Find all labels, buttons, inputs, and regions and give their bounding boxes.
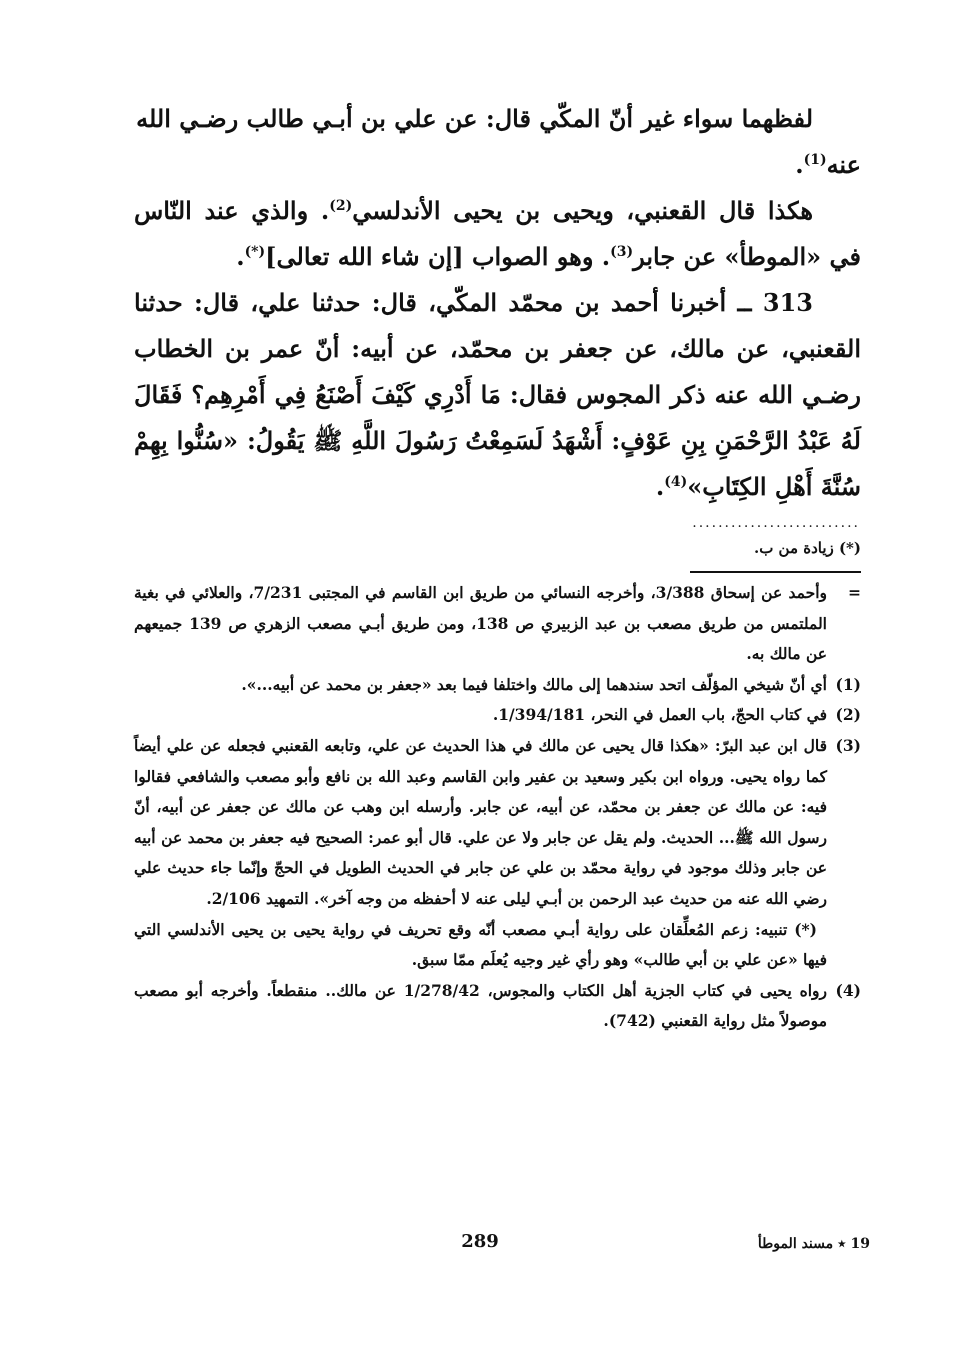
footnote-ref-star: (*) <box>244 244 266 260</box>
paragraph-2-part-a: هكذا قال القعنبي، ويحيى بن يحيى الأندلسي <box>352 196 814 225</box>
main-text <box>134 96 861 510</box>
hadith-number: 313 <box>762 288 814 317</box>
footnote-ref-4: (4) <box>664 474 688 490</box>
footnote-3 <box>134 731 861 976</box>
hadith-313 <box>134 280 861 510</box>
signature-mark: 19 ٭ مسند الموطأ <box>757 1236 870 1252</box>
punctuation: . <box>655 472 665 501</box>
footnote-continuation <box>134 578 861 670</box>
hadith-isnad: ــ أخبرنا أحمد بن محمّد المكّي، قال: حدثنا علي، قال: حدثنا القعنبي، عن مالك، عن جعفر بن محمّد، عن أبيه: أنّ عمر بن الخطاب رضـي الله عنه ذكر المجوس فقال: <box>134 288 861 409</box>
punctuation: . <box>236 242 245 271</box>
footnote-rule <box>690 571 861 573</box>
main-line-2-text: عنه <box>826 150 861 179</box>
footnote-4-mark: (4) <box>835 980 861 1000</box>
continuation-text: وأحمد عن إسحاق 3/388، وأخرجه النسائي من طريق ابن القاسم في المجتبى 7/231، والعلائي في بغية الملتمس من طريق مصعب بن عبد الزبيري ص 138، ومن طريق أبـي مصعب الزهري ص 139 جميعهم عن مالك به. <box>134 583 827 664</box>
tanbih-note: (*) تنبيه: زعم المُعلِّقان على رواية أبـي مصعب أنّه وقع تحريف في رواية يحيى بن يحيى الأندلسي التي فيها «عن علي بن أبي طالب» وهو رأي غير وجيه يُعلَم ممّا سبق. <box>134 919 827 970</box>
footnote-3-mark: (3) <box>835 735 861 755</box>
page-number: 289 <box>461 1231 499 1252</box>
main-paragraph-2 <box>134 188 861 280</box>
continuation-mark: = <box>848 583 861 602</box>
footnote-2-text: في كتاب الحجّ، باب العمل في النحر، 1/394/181. <box>492 705 827 725</box>
footnote-4 <box>134 976 861 1037</box>
star-note: (*) زيادة من ب. <box>753 539 861 557</box>
footnote-4-text: رواه يحيى في كتاب الجزية أهل الكتاب والمجوس، 1/278/42 عن مالك.. منقطعاً. وأخرجه أبو مصعب موصولاً مثل رواية القعنبي (742). <box>134 980 827 1031</box>
footnote-2-mark: (2) <box>835 705 861 725</box>
footnote-ref-2: (2) <box>329 198 353 214</box>
footnote-1-text: أي أنّ شيخي المؤلّف اتحد سندهما إلى مالك واختلفا فيما بعد «جعفر بن محمد عن أبيه...». <box>241 674 827 694</box>
main-line-2 <box>134 142 861 188</box>
dotted-separator: .......................... <box>692 515 860 531</box>
punctuation: . <box>795 150 804 179</box>
footnote-ref-1: (1) <box>803 152 827 168</box>
footnote-1-mark: (1) <box>835 674 861 694</box>
paragraph-2-part-b: . والذي عند النّاس في «الموطأ» عن جابر <box>134 196 861 271</box>
footnotes <box>134 578 861 1037</box>
paragraph-2-part-c: . وهو الصواب [إن شاء الله تعالى] <box>265 242 611 271</box>
hadith-matn: مَا أَدْرِي كَيْفَ أَصْنَعُ فِي أَمْرِهِم؟ فَقَالَ لَهُ عَبْدُ الرَّحْمَنِ بِنِ عَوْفٍ: أَشْهَدُ لَسَمِعْتُ رَسُولَ اللَّهِ ﷺ يَقُولُ: «سُنُّوا بِهِمْ سُنَّةَ أَهْلِ الكِتَابِ» <box>134 380 861 501</box>
main-line-1 <box>134 96 861 142</box>
footnote-1 <box>134 670 861 701</box>
main-line-1-text: لفظهما سواء غير أنّ المكّي قال: عن علي بن أبـي طالب رضـي الله <box>136 104 813 133</box>
footnote-3-text: قال ابن عبد البرّ: «هكذا قال يحيى عن مالك في هذا الحديث عن علي، وتابعه القعنبي فجعله عن علي أيضاً كما رواه يحيى. ورواه ابن بكير وسعيد بن عفير وابن القاسم وعبد الله بن نافع وأبو مصعب والشافعي فقالوا فيه: عن مالك عن جعفر بن محمّد، عن أبيه، عن جابر. وأرسله ابن وهب عن مالك عن جعفر عن أبيه، أنّ رسول الله ﷺ... الحديث. ولم يقل عن جابر ولا عن علي. قال أبو عمر: الصحيح فيه جعفر بن محمد عن أبيه عن جابر وذلك موجود في رواية محمّد بن علي عن جابر في الحديث الطويل في الحجّ وإنّما جاء حديث علي رضي الله عنه من حديث عبد الرحمن بن أبـي ليلى عنه لا أحفظه من وجه آخر». التمهيد 2/106. <box>134 735 827 908</box>
footnote-ref-3: (3) <box>610 244 634 260</box>
footnote-2 <box>134 700 861 731</box>
